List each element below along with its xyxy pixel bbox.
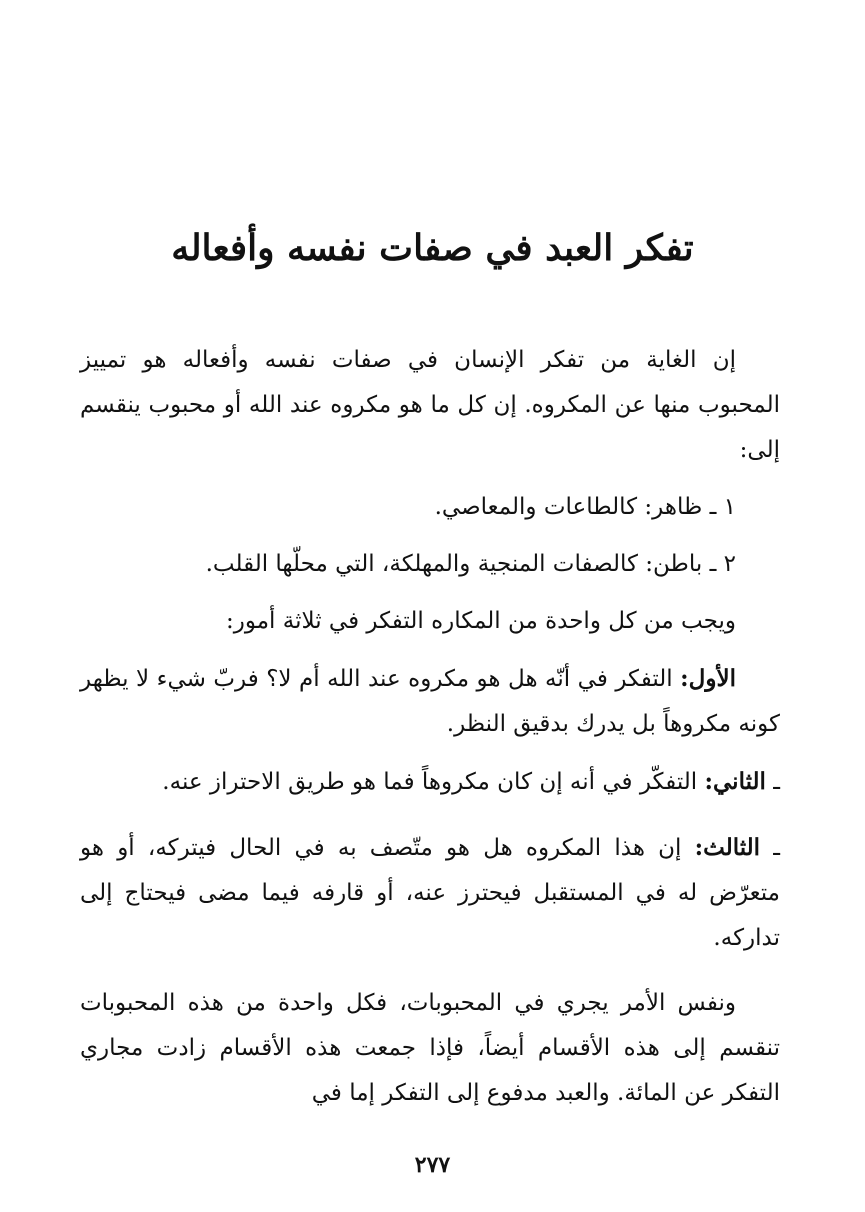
second-matter-paragraph [80, 759, 780, 805]
duty-paragraph: ويجب من كل واحدة من المكاره التفكر في ثلاثة أمور: [226, 608, 736, 634]
closing-paragraph: ونفس الأمر يجري في المحبوبات، فكل واحدة من هذه المحبوبات تنقسم إلى هذه الأقسام أيضاً، فإذا جمعت هذه الأقسام زادت مجاري التفكر عن المائة. والعبد مدفوع إلى التفكر إما في [80, 990, 780, 1106]
list-item-outward: ١ ـ ظاهر: كالطاعات والمعاصي. [434, 494, 736, 520]
page-title: تفكر العبد في صفات نفسه وأفعاله [171, 227, 694, 269]
second-matter-text: التفكّر في أنه إن كان مكروهاً فما هو طريق الاحتراز عنه. [162, 769, 698, 795]
intro-paragraph: إن الغاية من تفكر الإنسان في صفات نفسه وأفعاله هو تمييز المحبوب منها عن المكروه. إن كل ما هو مكروه عند الله أو محبوب ينقسم إلى: [80, 347, 780, 463]
list-item-inward: ٢ ـ باطن: كالصفات المنجية والمهلكة، التي محلّها القلب. [205, 551, 736, 577]
first-matter-paragraph [80, 656, 780, 747]
page-body [80, 338, 780, 1116]
third-matter-text: إن هذا المكروه هل هو متّصف به في الحال فيتركه، أو هو متعرّض له في المستقبل فيحترز عنه، أو قارفه فيما مضى فيحتاج إلى تداركه. [80, 835, 780, 951]
third-matter-label: الثالث: [694, 834, 761, 861]
page-number: ٢٧٧ [414, 1152, 451, 1178]
third-matter-paragraph [80, 825, 780, 961]
first-matter-label: الأول: [680, 665, 736, 692]
second-matter-prefix: ـ [773, 769, 780, 795]
first-matter-text: التفكر في أنّه هل هو مكروه عند الله أم لا؟ فربّ شيء لا يظهر كونه مكروهاً بل يدرك بدقيق النظر. [80, 666, 780, 737]
third-matter-prefix: ـ [773, 835, 781, 861]
second-matter-label: الثاني: [704, 768, 766, 795]
